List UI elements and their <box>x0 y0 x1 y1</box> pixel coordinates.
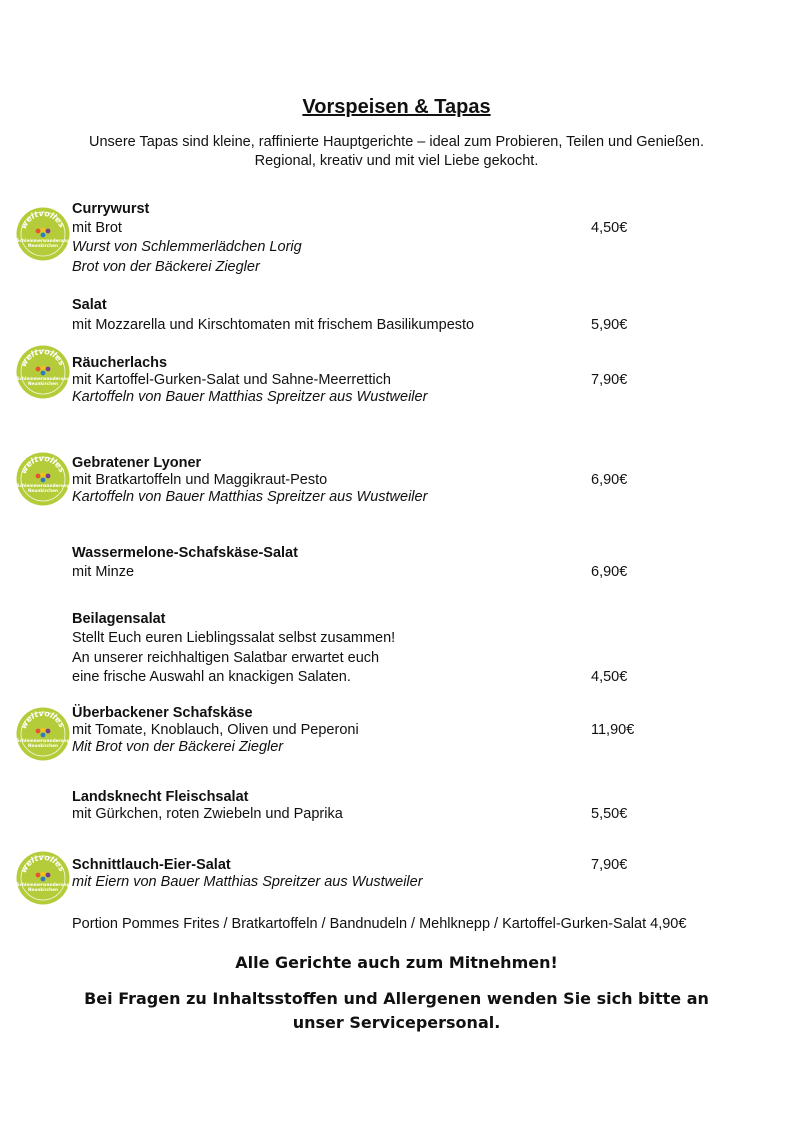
dish-price: 7,90€ <box>591 372 628 388</box>
menu-title: Vorspeisen & Tapas <box>302 96 491 118</box>
allergen-note: Bei Fragen zu Inhaltsstoffen und Allergenen wenden Sie sich bitte an unser Servicepersonal. <box>84 989 709 1032</box>
svg-text:Neunkirchen: Neunkirchen <box>28 887 58 892</box>
dish-name: Currywurst <box>72 201 150 217</box>
dish-name: Salat <box>72 297 107 313</box>
dish-price: 4,50€ <box>591 669 628 685</box>
dish-origin: mit Eiern von Bauer Matthias Spreitzer aus Wustweiler <box>72 874 423 890</box>
dish-price: 5,50€ <box>591 806 628 822</box>
dish-price: 4,50€ <box>591 220 628 236</box>
svg-text:Neunkirchen: Neunkirchen <box>28 488 58 493</box>
dish-name: Landsknecht Fleischsalat <box>72 789 249 805</box>
takeaway-note: Alle Gerichte auch zum Mitnehmen! <box>235 953 558 972</box>
svg-text:weltvolles: weltvolles <box>18 208 67 231</box>
dish-name: Beilagensalat <box>72 611 166 627</box>
dish-description: mit Kartoffel-Gurken-Salat und Sahne-Meerrettich <box>72 372 391 388</box>
dish-name: Gebratener Lyoner <box>72 455 202 471</box>
dish-origin: Brot von der Bäckerei Ziegler <box>72 259 260 275</box>
dish-name: Wassermelone-Schafskäse-Salat <box>72 545 298 561</box>
intro-line: Unsere Tapas sind kleine, raffinierte Hauptgerichte – ideal zum Probieren, Teilen und Genießen. <box>88 134 704 150</box>
svg-text:Neunkirchen: Neunkirchen <box>28 381 58 386</box>
svg-text:Neunkirchen: Neunkirchen <box>28 243 58 248</box>
dish-price: 5,90€ <box>591 317 628 333</box>
dish-origin: Wurst von Schlemmerlädchen Lorig <box>72 239 302 255</box>
dish-name: Schnittlauch-Eier-Salat <box>72 857 231 873</box>
svg-text:Schlemmerwanderung: Schlemmerwanderung <box>16 882 70 887</box>
dish-name: Überbackener Schafskäse <box>72 705 253 721</box>
regional-logo-icon <box>16 207 70 261</box>
dish-origin: Kartoffeln von Bauer Matthias Spreitzer aus Wustweiler <box>72 489 428 505</box>
svg-text:Schlemmerwanderung: Schlemmerwanderung <box>16 483 70 488</box>
dish-description: mit Tomate, Knoblauch, Oliven und Peperoni <box>72 722 359 738</box>
regional-logo-icon <box>16 452 70 506</box>
dish-price: 7,90€ <box>591 857 628 873</box>
svg-text:Schlemmerwanderung: Schlemmerwanderung <box>16 738 70 743</box>
dish-description: mit Gürkchen, roten Zwiebeln und Paprika <box>72 806 343 822</box>
regional-logo-icon <box>16 851 70 905</box>
svg-text:Schlemmerwanderung: Schlemmerwanderung <box>16 376 70 381</box>
dish-name: Räucherlachs <box>72 355 168 371</box>
regional-logo-icon <box>16 345 70 399</box>
dish-origin: Mit Brot von der Bäckerei Ziegler <box>72 739 284 755</box>
svg-text:weltvolles: weltvolles <box>18 453 67 476</box>
dish-description: Stellt Euch euren Lieblingssalat selbst zusammen! <box>72 630 396 646</box>
svg-text:weltvolles: weltvolles <box>18 708 67 731</box>
regional-logo-icon <box>16 707 70 761</box>
svg-text:Schlemmerwanderung: Schlemmerwanderung <box>16 238 70 243</box>
sides-line: Portion Pommes Frites / Bratkartoffeln / Bandnudeln / Mehlknepp / Kartoffel-Gurken-Salat 4,90€ <box>72 916 687 932</box>
svg-text:weltvolles: weltvolles <box>18 346 67 369</box>
dish-description: An unserer reichhaltigen Salatbar erwartet euch <box>72 650 380 666</box>
dish-price: 6,90€ <box>591 472 628 488</box>
dish-description: mit Mozzarella und Kirschtomaten mit frischem Basilikumpesto <box>72 317 475 333</box>
svg-text:weltvolles: weltvolles <box>18 852 67 875</box>
intro-line: Regional, kreativ und mit viel Liebe gekocht. <box>254 153 539 169</box>
dish-price: 11,90€ <box>591 722 635 738</box>
dish-description: eine frische Auswahl an knackigen Salaten. <box>72 669 351 685</box>
dish-description: mit Brot <box>72 220 122 236</box>
dish-description: mit Bratkartoffeln und Maggikraut-Pesto <box>72 472 328 488</box>
dish-price: 6,90€ <box>591 564 628 580</box>
dish-description: mit Minze <box>72 564 135 580</box>
svg-text:Neunkirchen: Neunkirchen <box>28 743 58 748</box>
dish-origin: Kartoffeln von Bauer Matthias Spreitzer aus Wustweiler <box>72 389 428 405</box>
